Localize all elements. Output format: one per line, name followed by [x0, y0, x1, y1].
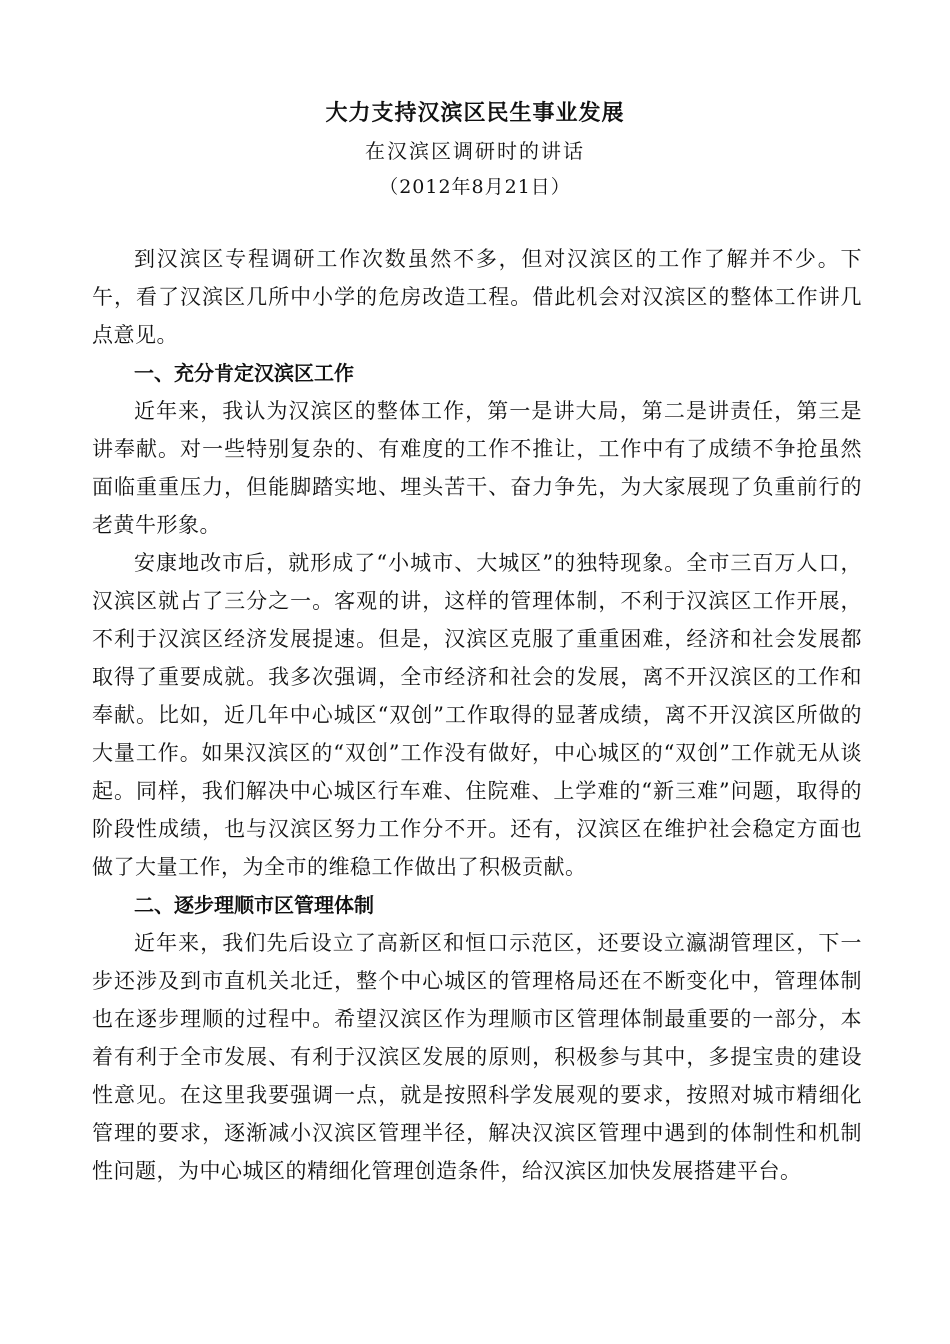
section-1-paragraph-1: 近年来，我认为汉滨区的整体工作，第一是讲大局，第二是讲责任，第三是讲奉献。对一些特别复杂的、有难度的工作不推让，工作中有了成绩不争抢虽然面临重重压力，但能脚踏实地、埋头苦干、奋力争先，为大家展现了负重前行的老黄牛形象。	[92, 399, 862, 537]
section-1-heading: 一、充分肯定汉滨区工作	[134, 361, 354, 385]
section-2-heading: 二、逐步理顺市区管理体制	[134, 893, 374, 917]
document-title: 大力支持汉滨区民生事业发展	[325, 100, 625, 126]
intro-paragraph: 到汉滨区专程调研工作次数虽然不多，但对汉滨区的工作了解并不少。下午，看了汉滨区几所中小学的危房改造工程。借此机会对汉滨区的整体工作讲几点意见。	[92, 247, 862, 347]
document-subtitle: 在汉滨区调研时的讲话	[365, 139, 585, 163]
document-body	[92, 240, 862, 1190]
section-1-paragraph-2: 安康地改市后，就形成了“小城市、大城区”的独特现象。全市三百万人口，汉滨区就占了三分之一。客观的讲，这样的管理体制，不利于汉滨区工作开展，不利于汉滨区经济发展提速。但是，汉滨区克服了重重困难，经济和社会发展都取得了重要成就。我多次强调，全市经济和社会的发展，离不开汉滨区的工作和奉献。比如，近几年中心城区“双创”工作取得的显著成绩，离不开汉滨区所做的大量工作。如果汉滨区的“双创”工作没有做好，中心城区的“双创”工作就无从谈起。同样，我们解决中心城区行车难、住院难、上学难的“新三难”问题，取得的阶段性成绩，也与汉滨区努力工作分不开。还有，汉滨区在维护社会稳定方面也做了大量工作，为全市的维稳工作做出了积极贡献。	[92, 551, 862, 879]
document-date: （2012年8月21日）	[379, 176, 571, 198]
section-2-paragraph-1: 近年来，我们先后设立了高新区和恒口示范区，还要设立瀛湖管理区，下一步还涉及到市直机关北迁，整个中心城区的管理格局还在不断变化中，管理体制也在逐步理顺的过程中。希望汉滨区作为理顺市区管理体制最重要的一部分，本着有利于全市发展、有利于汉滨区发展的原则，积极参与其中，多提宝贵的建设性意见。在这里我要强调一点，就是按照科学发展观的要求，按照对城市精细化管理的要求，逐渐减小汉滨区管理半径，解决汉滨区管理中遇到的体制性和机制性问题，为中心城区的精细化管理创造条件，给汉滨区加快发展搭建平台。	[92, 931, 862, 1183]
